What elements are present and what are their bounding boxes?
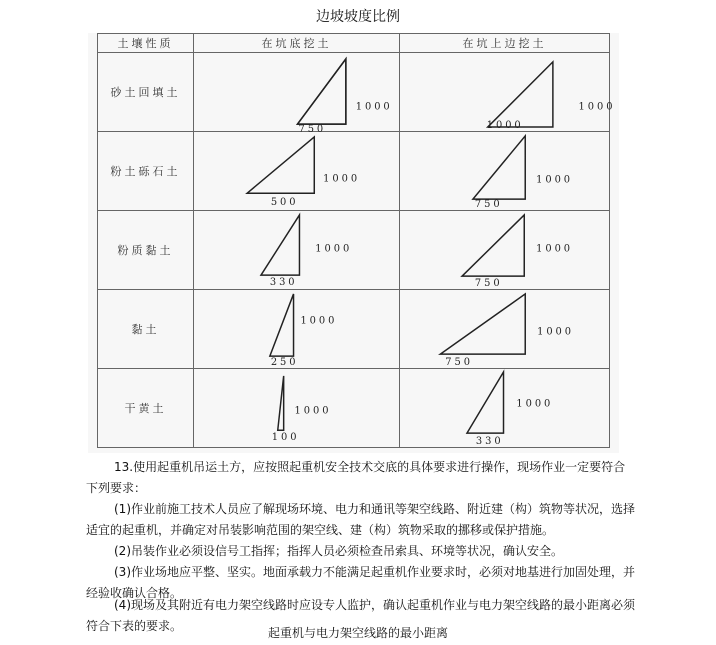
slope-figure-bottom [194, 290, 400, 369]
slope-figure-top [400, 369, 610, 448]
slope-triangle [400, 290, 609, 368]
slope-triangle [194, 132, 399, 210]
height-label: 1000 [355, 101, 393, 113]
slope-figure-top [400, 132, 610, 211]
slope-triangle [400, 211, 609, 289]
slope-figure-bottom [194, 369, 400, 448]
slope-triangle [400, 369, 609, 447]
paragraph-item-1: (1)作业前施工技术人员应了解现场环境、电力和通讯等架空线路、附近建（构）筑物等状况，选择适宜的起重机，并确定对吊装影响范围的架空线、建（构）筑物采取的挪移或保护措施。 [86, 502, 636, 537]
paragraph-item-3: (3)作业场地应平整、坚实。地面承载力不能满足起重机作业要求时，必须对地基进行加固处理，并经验收确认合格。 [86, 565, 636, 600]
table-row [98, 132, 610, 211]
slope-triangle [194, 53, 399, 135]
section-title: 起重机与电力架空线路的最小距离 [267, 626, 448, 640]
slope-figure-bottom [194, 211, 400, 290]
base-label: 100 [271, 432, 300, 444]
slope-triangle [194, 211, 399, 289]
table-row [98, 53, 610, 132]
slope-ratio-table [97, 33, 616, 448]
height-label: 1000 [294, 405, 332, 417]
paragraph-item-4: (4)现场及其附近有电力架空线路时应设专人监护，确认起重机作业与电力架空线路的最小距离必须符合下表的要求。 [86, 598, 636, 633]
base-label: 330 [475, 436, 504, 448]
soil-type-cell: 黏土 [98, 290, 194, 369]
page-title: 边坡坡度比例 [316, 9, 400, 25]
slope-triangle [194, 369, 399, 447]
height-label: 1000 [537, 326, 575, 338]
paragraph-13: 13.使用起重机吊运土方，应按照起重机安全技术交底的具体要求进行操作，现场作业一定要符合下列要求： [86, 460, 626, 495]
base-label: 750 [298, 123, 327, 135]
slope-figure-top [400, 53, 616, 132]
base-label: 750 [474, 278, 503, 290]
base-label: 500 [270, 197, 299, 209]
soil-type-cell: 干黄土 [98, 369, 194, 448]
height-label: 1000 [536, 174, 574, 186]
base-label: 750 [445, 357, 473, 369]
slope-triangle [400, 53, 616, 132]
slope-figure-bottom [194, 132, 400, 211]
soil-type-cell: 粉土砾石土 [98, 132, 194, 211]
slope-figure-bottom [194, 53, 400, 135]
paragraph-item-2: (2)吊装作业必须设信号工指挥；指挥人员必须检查吊索具、环境等状况，确认安全。 [114, 544, 564, 558]
table-row [98, 211, 610, 290]
header-pit-top: 在坑上边挖土 [400, 34, 610, 53]
header-pit-bottom: 在坑底挖土 [194, 34, 400, 53]
soil-type-cell: 砂土回填土 [98, 53, 194, 132]
base-label: 250 [270, 357, 299, 369]
height-label: 1000 [578, 101, 616, 113]
table-row [98, 290, 610, 369]
slope-triangle [400, 132, 609, 210]
slope-triangle [194, 290, 399, 368]
soil-type-cell: 粉质黏土 [98, 211, 194, 290]
height-label: 1000 [323, 173, 361, 185]
height-label: 1000 [300, 315, 338, 327]
base-label: 750 [474, 199, 503, 211]
slope-figure-top [400, 211, 610, 290]
table-header-row [98, 34, 610, 53]
height-label: 1000 [315, 243, 353, 255]
header-soil-type: 土壤性质 [98, 34, 194, 53]
base-label: 330 [269, 277, 298, 289]
base-label: 1000 [486, 120, 524, 132]
table-row [98, 369, 610, 448]
height-label: 1000 [536, 243, 574, 255]
height-label: 1000 [516, 398, 554, 410]
slope-figure-top [400, 290, 610, 369]
